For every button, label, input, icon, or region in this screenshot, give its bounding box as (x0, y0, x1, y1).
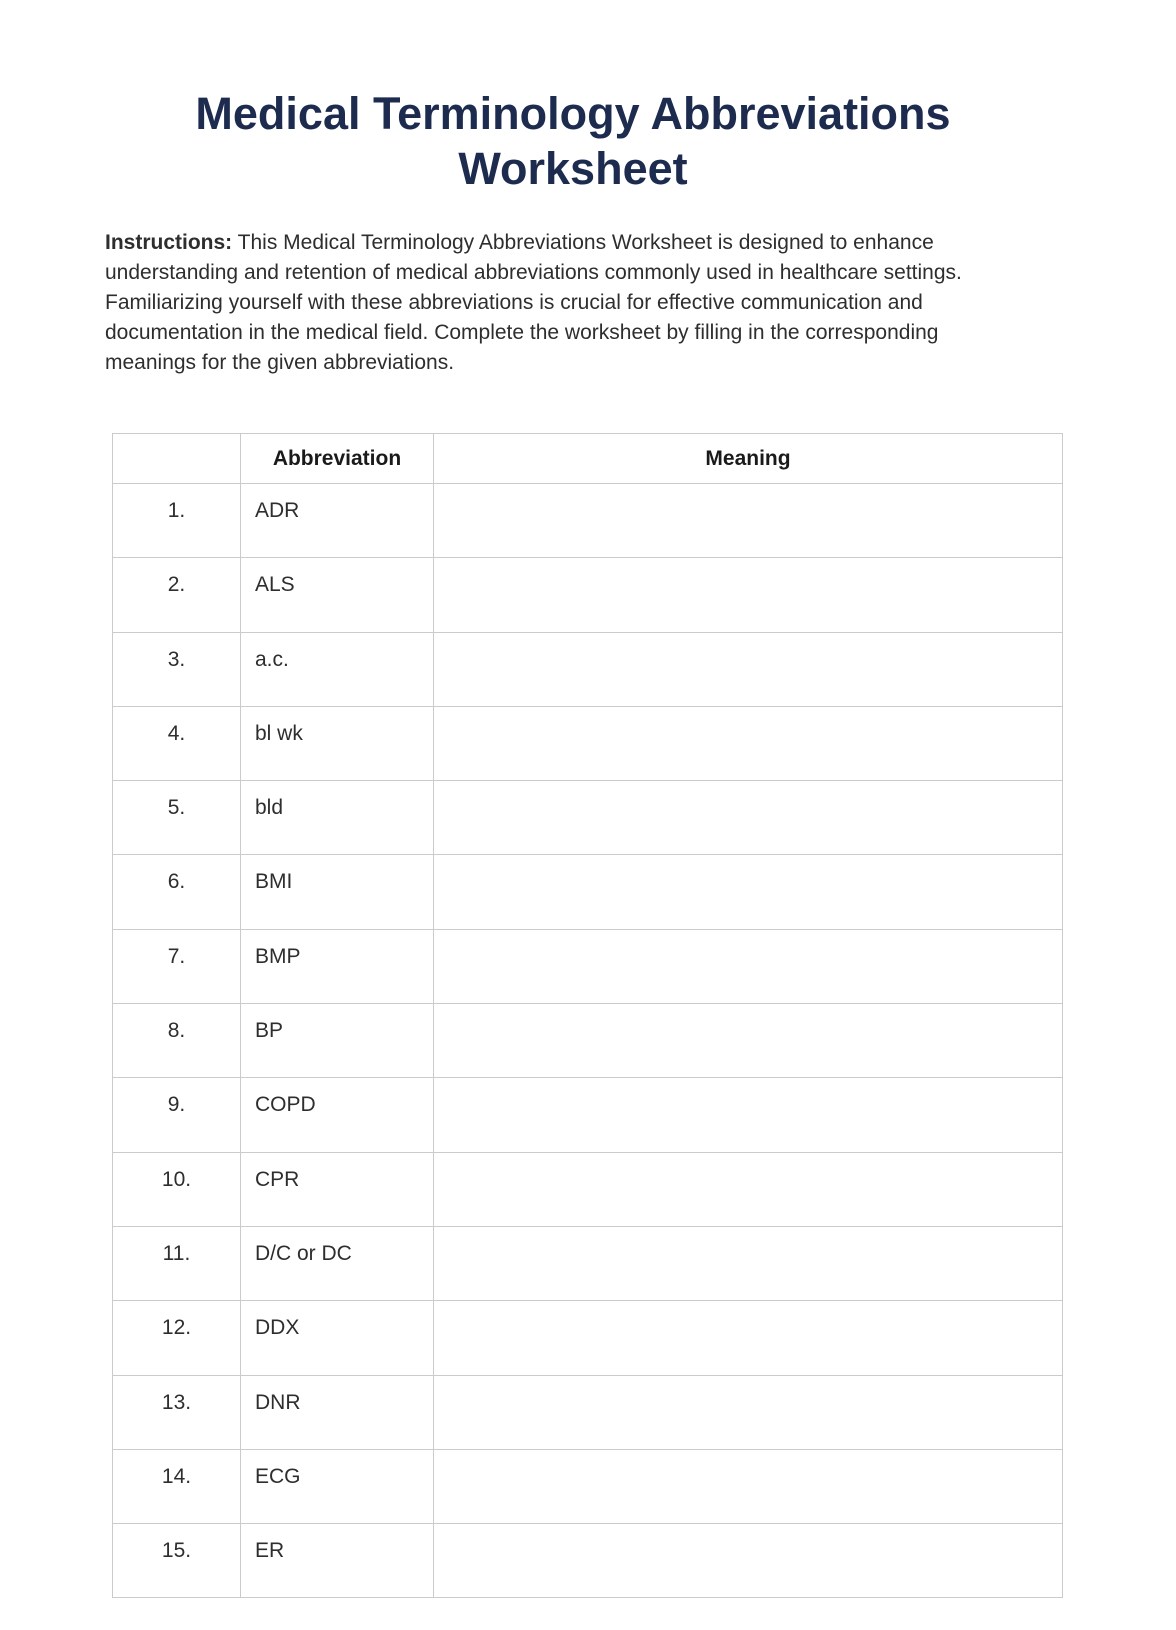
instructions-text: This Medical Terminology Abbreviations Worksheet is designed to enhance understanding and retention of medical abbreviations commonly used in healthcare settings. Familiarizing yourself with these abbreviations is crucial for effective communication and documentation in the medical field. Complete the worksheet by filling in the corresponding meanings for the given abbreviations. (105, 231, 962, 374)
table-header-row (113, 434, 1063, 484)
table-row (113, 1004, 1063, 1078)
table-row (113, 484, 1063, 558)
table-row (113, 1449, 1063, 1523)
page-title-line2: Worksheet (458, 143, 688, 194)
abbreviations-table (112, 433, 1063, 1598)
row-number: 11. (113, 1226, 241, 1300)
header-abbreviation: Abbreviation (241, 434, 434, 484)
row-number: 1. (113, 484, 241, 558)
table-row (113, 855, 1063, 929)
row-meaning (434, 558, 1063, 632)
row-meaning (434, 929, 1063, 1003)
table-row (113, 558, 1063, 632)
table-row (113, 1524, 1063, 1598)
row-abbreviation: BMP (241, 929, 434, 1003)
row-number: 15. (113, 1524, 241, 1598)
row-number: 6. (113, 855, 241, 929)
table-row (113, 1078, 1063, 1152)
row-number: 2. (113, 558, 241, 632)
row-number: 3. (113, 632, 241, 706)
worksheet-table-body (113, 484, 1063, 1598)
instructions-label: Instructions: (105, 231, 233, 254)
row-abbreviation: ADR (241, 484, 434, 558)
row-number: 12. (113, 1301, 241, 1375)
row-meaning (434, 1301, 1063, 1375)
row-meaning (434, 781, 1063, 855)
row-number: 4. (113, 706, 241, 780)
instructions-paragraph (105, 228, 1011, 378)
table-row (113, 781, 1063, 855)
table-row (113, 1152, 1063, 1226)
table-row (113, 632, 1063, 706)
row-meaning (434, 1004, 1063, 1078)
row-abbreviation: COPD (241, 1078, 434, 1152)
page-title-line1: Medical Terminology Abbreviations (195, 88, 951, 139)
row-abbreviation: DNR (241, 1375, 434, 1449)
row-number: 13. (113, 1375, 241, 1449)
row-number: 10. (113, 1152, 241, 1226)
row-abbreviation: BMI (241, 855, 434, 929)
row-number: 7. (113, 929, 241, 1003)
table-row (113, 1226, 1063, 1300)
table-row (113, 1301, 1063, 1375)
row-abbreviation: CPR (241, 1152, 434, 1226)
header-number (113, 434, 241, 484)
row-number: 8. (113, 1004, 241, 1078)
row-abbreviation: bl wk (241, 706, 434, 780)
row-abbreviation: bld (241, 781, 434, 855)
row-abbreviation: D/C or DC (241, 1226, 434, 1300)
row-abbreviation: DDX (241, 1301, 434, 1375)
row-meaning (434, 1152, 1063, 1226)
row-abbreviation: a.c. (241, 632, 434, 706)
row-meaning (434, 1078, 1063, 1152)
table-row (113, 706, 1063, 780)
row-meaning (434, 1449, 1063, 1523)
row-number: 9. (113, 1078, 241, 1152)
row-abbreviation: ECG (241, 1449, 434, 1523)
row-number: 14. (113, 1449, 241, 1523)
row-meaning (434, 632, 1063, 706)
page-title (105, 86, 1041, 196)
row-meaning (434, 1226, 1063, 1300)
row-abbreviation: ER (241, 1524, 434, 1598)
row-meaning (434, 855, 1063, 929)
row-number: 5. (113, 781, 241, 855)
table-row (113, 1375, 1063, 1449)
row-meaning (434, 706, 1063, 780)
row-meaning (434, 1375, 1063, 1449)
table-row (113, 929, 1063, 1003)
row-meaning (434, 484, 1063, 558)
row-abbreviation: BP (241, 1004, 434, 1078)
row-meaning (434, 1524, 1063, 1598)
row-abbreviation: ALS (241, 558, 434, 632)
header-meaning: Meaning (434, 434, 1063, 484)
